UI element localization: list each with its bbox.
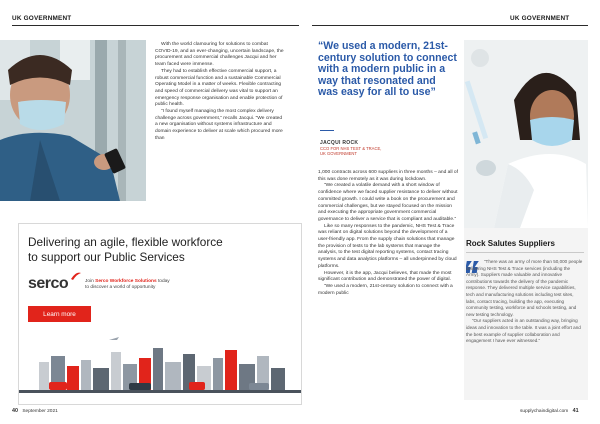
issue-date: September 2021 [22, 409, 58, 414]
join-brand: Serco Workforce Solutions [95, 279, 157, 284]
sidebar-quote [466, 259, 584, 345]
role-line: UK GOVERNMENT [320, 151, 357, 157]
header-rule-right [312, 25, 588, 26]
sidebar-title: Rock Salutes Suppliers [466, 239, 555, 248]
join-line-2: to discover a world of opportunity [85, 285, 156, 290]
quote-attribution-role [320, 146, 381, 157]
paragraph: “We used a modern, 21st-century solution to connect with a modern public [318, 283, 453, 296]
advert-title [28, 235, 293, 265]
paragraph: They had to establish effective commercial support, a robust commercial function and a sustainable Commercial Operating Model in a matter of weeks. Flexible contracting and speed of commercial delivery was vital to support an emergency response organisation and enable protection of public health. [155, 68, 283, 108]
join-prefix: Join [85, 279, 96, 284]
paragraph: However, it is the app, Jacqui believes, that made the most significant contribution and demonstrated the power of digital. [318, 270, 452, 283]
footer-left [12, 408, 58, 414]
serco-logo [28, 275, 68, 293]
article-column-1 [155, 42, 285, 143]
serco-advert [18, 223, 302, 405]
photo-lab-scientist [464, 40, 588, 228]
sidebar-paragraph: “There was an army of more than 50,000 people delivering NHS Test & Trace services (including the Army). Suppliers made valuable and innovative contributions towards the delivery of the pandemic response. They delivered multiple service capabilities, tech and manufacturing solutions including test sites, labs, contact tracing, building the app, executing community testing, workforce and schools testing, and new testing technology. [466, 259, 583, 317]
section-label-left: UK GOVERNMENT [12, 15, 72, 22]
advert-join-text [85, 279, 170, 291]
learn-more-button[interactable]: Learn more [28, 306, 91, 323]
article-column-2 [318, 170, 458, 297]
pull-quote: “We used a modern, 21st-century solution to connect with a modern public in a way that resonated and was easy for all to use” [318, 40, 457, 98]
paragraph: Like so many responses to the pandemic, NHS Test & Trace was reliant on digital solutions beyond the development of a user-friendly app. From the supply chain solutions that manage the provision of tests to the lab systems that manage the analysis, to the test digital reporting systems, contact tracing systems and data analytics platforms – all underpinned by cloud platforms. [318, 223, 457, 269]
photo-man-with-mask [0, 40, 146, 201]
advert-title-line: to support our Public Services [28, 250, 185, 264]
paragraph: With the world clamouring for solutions to combat COVID-19, and an ever-changing, uncertain landscape, the procurement and commercial challenges Jacqui and her team faced were immense. [155, 42, 284, 68]
footer-right [520, 408, 579, 414]
role-line: CCO FOR NHS TEST & TRACE, [320, 146, 382, 151]
serco-logo-text: serco [28, 275, 69, 292]
site-url[interactable]: supplychaindigital.com [520, 409, 569, 414]
join-suffix: today [156, 279, 170, 284]
serco-swoosh-icon [70, 271, 82, 281]
sidebar-paragraph: “Our suppliers acted in an outstanding way, bringing ideas and innovation to the table. It was a joint effort and the best example of supplier collaboration and engagement I have ever witnessed.” [466, 318, 581, 344]
section-label-right: UK GOVERNMENT [510, 15, 570, 22]
sidebar-title-rule [466, 252, 584, 253]
paragraph: “I found myself managing the most complex delivery challenge across government,” recalls Jacqui. “We created a new organisation without systems infrastructure and domain experience to deliver at scale which procured more than [155, 109, 283, 141]
paragraph: 1,000 contracts across 600 suppliers in three months – and all of this was done remotely as it was during lockdown. [318, 170, 459, 182]
paragraph: “We created a volatile demand with a short window of confidence where we faced supplier resistance to deliver without committed growth. I could write a book on the procurement and commercial challenges, but we stayed focused on the mission and executing the appropriate government commercial governance to deliver a service that is compliant and auditable.” [318, 183, 458, 222]
header-rule-left [12, 25, 299, 26]
advert-title-line: Delivering an agile, flexible workforce [28, 235, 223, 249]
city-skyline-illustration [19, 322, 301, 404]
quote-divider [320, 130, 334, 131]
page-number-left: 40 [12, 408, 18, 414]
quote-attribution-name: JACQUI ROCK [320, 140, 359, 146]
page-number-right: 41 [572, 408, 579, 414]
sidebar-box [464, 228, 588, 400]
